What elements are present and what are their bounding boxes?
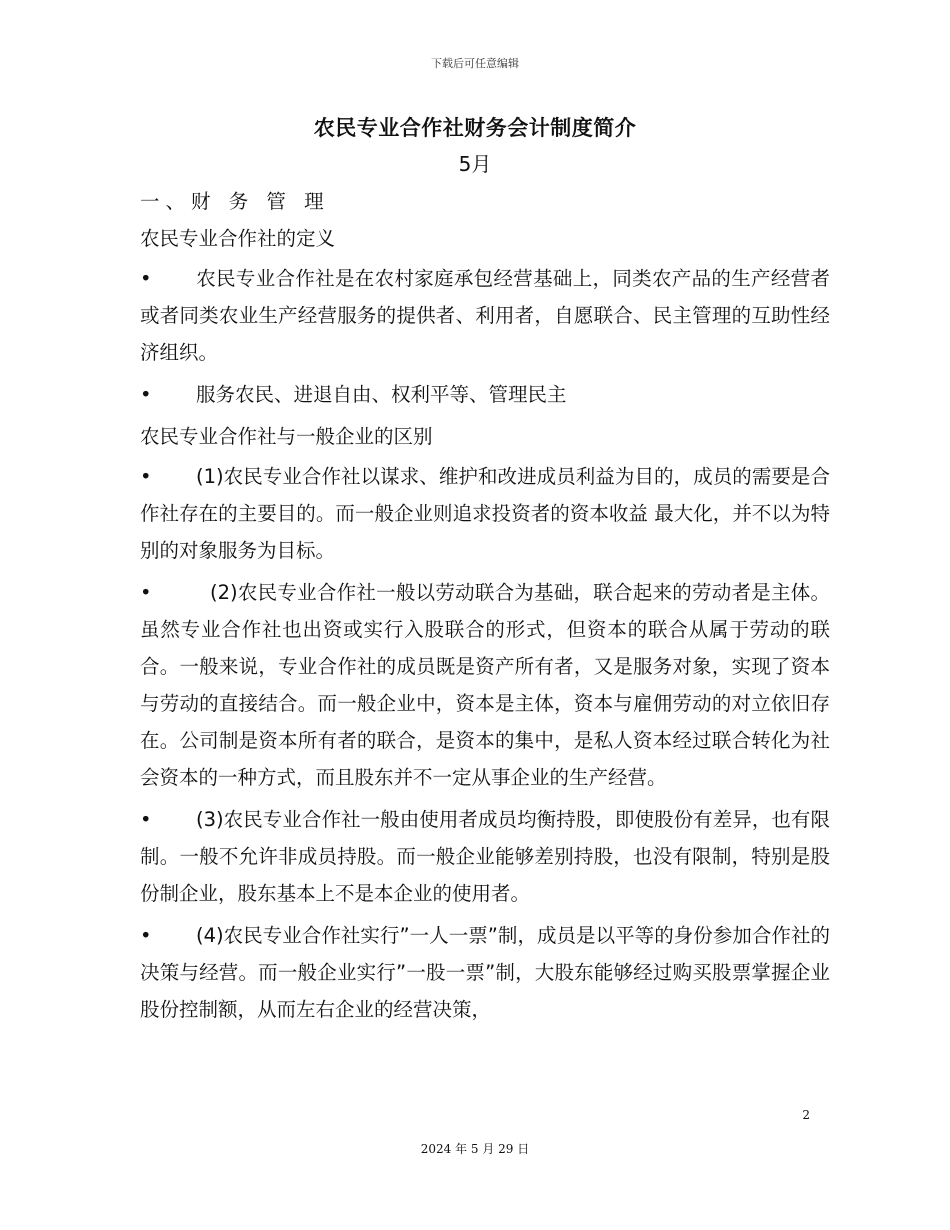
document-body [140, 183, 830, 1033]
paragraph-text: 农民专业合作社是在农村家庭承包经营基础上，同类农产品的生产经营者或者同类农业生产经营服务的提供者、利用者，自愿联合、民主管理的互助性经济组织。 [140, 267, 830, 364]
bullet-icon: • [140, 267, 152, 290]
paragraph-difference-3 [140, 801, 830, 912]
paragraph-principles [140, 376, 830, 413]
subheading-definition: 农民专业合作社的定义 [140, 227, 336, 250]
paragraph-difference-4 [140, 917, 830, 1028]
bullet-icon: • [140, 383, 152, 406]
section-heading: 一、财 务 管 理 [140, 190, 330, 213]
paragraph-definition [140, 260, 830, 371]
subheading-difference: 农民专业合作社与一般企业的区别 [140, 425, 433, 448]
bullet-icon: • [140, 924, 152, 947]
header-note: 下载后可任意编辑 [431, 57, 519, 70]
bullet-icon: • [140, 465, 152, 488]
document-date: 5月 [458, 152, 492, 176]
paragraph-difference-2 [140, 574, 830, 796]
paragraph-text: (2)农民专业合作社一般以劳动联合为基础，联合起来的劳动者是主体。虽然专业合作社也出资或实行入股联合的形式，但资本的联合从属于劳动的联合。一般来说，专业合作社的成员既是资产所有者，又是服务对象，实现了资本与劳动的直接结合。而一般企业中，资本是主体，资本与雇佣劳动的对立依旧存在。公司制是资本所有者的联合，是资本的集中，是私人资本经过联合转化为社会资本的一种方式，而且股东并不一定从事企业的生产经营。 [140, 581, 830, 789]
bullet-icon: • [140, 808, 152, 831]
paragraph-text: 服务农民、进退自由、权利平等、管理民主 [196, 383, 567, 406]
document-title: 农民专业合作社财务会计制度简介 [313, 116, 637, 140]
paragraph-text: (4)农民专业合作社实行”一人一票”制，成员是以平等的身份参加合作社的决策与经营。而一般企业实行”一股一票”制，大股东能够经过购买股票掌握企业股份控制额，从而左右企业的经营决策， [140, 924, 830, 1021]
footer-date: 2024 年 5 月 29 日 [420, 1142, 530, 1156]
paragraph-text: (3)农民专业合作社一般由使用者成员均衡持股，即使股份有差异，也有限制。一般不允许非成员持股。而一般企业能够差别持股，也没有限制，特别是股份制企业，股东基本上不是本企业的使用者。 [140, 808, 830, 905]
bullet-icon: • [140, 581, 152, 604]
paragraph-text: (1)农民专业合作社以谋求、维护和改进成员利益为目的，成员的需要是合作社存在的主要目的。而一般企业则追求投资者的资本收益 最大化，并不以为特别的对象服务为目标。 [140, 465, 830, 562]
paragraph-difference-1 [140, 458, 830, 569]
page-number: 2 [802, 1108, 810, 1122]
